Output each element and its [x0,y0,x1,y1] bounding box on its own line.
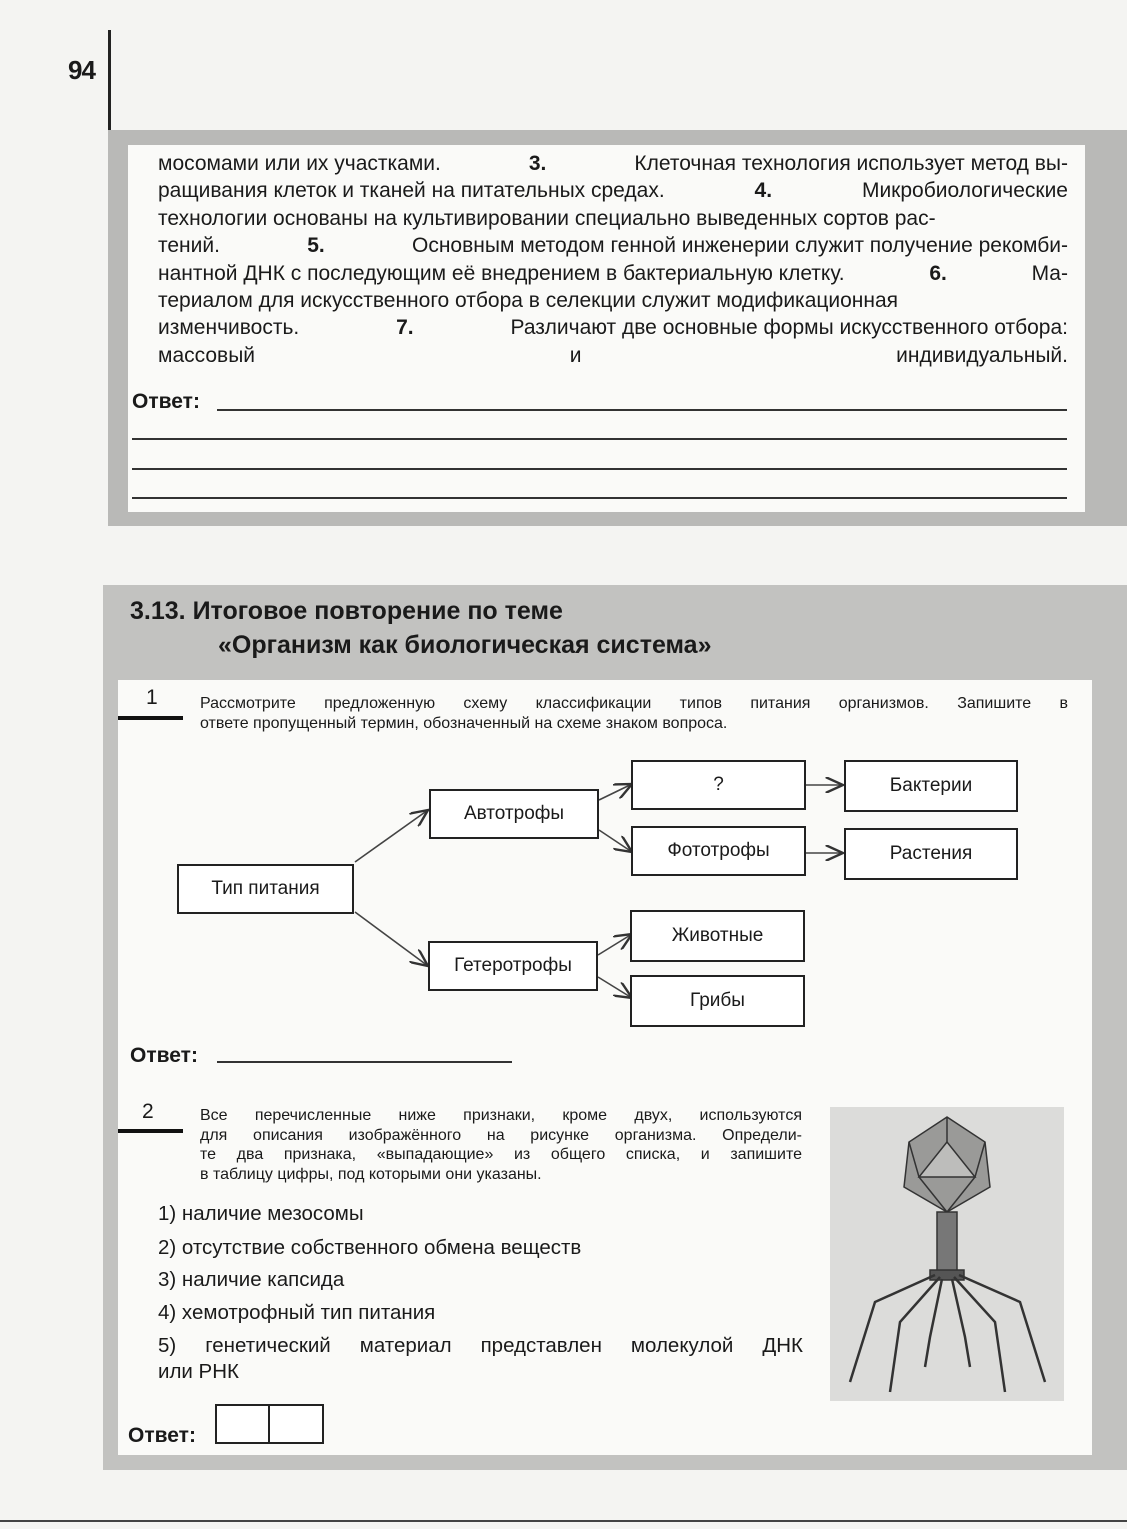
text: Ма- [1031,261,1068,285]
text: нантной ДНК с последующим её внедрением в бактериальную клетку. [158,261,845,285]
node-phototrophs: Фототрофы [631,826,806,876]
title-line: «Организм как биологическая система» [218,631,712,659]
text: Все перечисленные ниже признаки, кроме двух, используются [200,1107,802,1124]
node-unknown: ? [631,760,806,810]
statement-number: 7. [396,316,414,340]
option-4: 4) хемотрофный тип питания [158,1301,436,1324]
text: для описания изображённого на рисунке организма. Определи- [200,1126,802,1144]
answer-cell-1[interactable] [215,1404,270,1444]
text: Основным методом генной инженерии служит получение рекомби- [411,234,1068,258]
text: в таблицу цифры, под которыми они указаны. [200,1165,542,1183]
page-number: 94 [68,55,95,85]
bacteriophage-icon [830,1107,1064,1401]
question-number: 1 [146,686,158,709]
text: Рассмотрите предложенную схему классификации типов питания организмов. Запишите в [200,695,1068,712]
answer-line[interactable] [217,1061,512,1063]
bacteriophage-image [830,1107,1064,1401]
page-bottom-rule [0,1520,1127,1522]
text: Различают две основные формы искусственного отбора: [510,316,1068,340]
text: тений. [158,234,220,258]
statement-number: 5. [307,234,325,258]
question-bar [118,1129,183,1133]
title-line: Итоговое повторение по теме [192,597,563,625]
text: мосомами или их участками. [158,152,441,175]
answer-label: Ответ: [128,1424,196,1447]
statement-number: 4. [754,179,773,203]
text: териалом для искусственного отбора в селекции служит модификационная [158,289,899,313]
text: технологии основаны на культивировании специально выведенных сортов рас- [158,206,936,230]
text: Микробиологические [861,179,1068,203]
node-root: Тип питания [177,864,354,914]
node-bacteria: Бактерии [844,760,1018,812]
option-1: 1) наличие мезосомы [158,1202,364,1225]
option-5-cont: или РНК [158,1360,239,1383]
option-3: 3) наличие капсида [158,1268,345,1291]
text: ращивания клеток и тканей на питательных средах. [158,179,665,203]
question-number: 2 [142,1100,154,1123]
text: те два признака, «выпадающие» из общего списка, и запишите [200,1146,802,1163]
node-animals: Животные [630,910,805,962]
text: Клеточная технология использует метод вы- [634,152,1068,175]
text: изменчивость. [158,316,300,340]
answer-label: Ответ: [132,390,200,413]
node-heterotrophs: Гетеротрофы [428,941,598,991]
node-autotrophs: Автотрофы [429,789,599,839]
section-number: 3.13. [130,597,186,625]
answer-cell-2[interactable] [268,1404,324,1444]
statement-number: 6. [929,261,947,285]
answer-label: Ответ: [130,1044,198,1067]
text: массовый и индивидуальный. [158,343,1068,367]
statement-number: 3. [528,152,547,175]
question-text [200,1106,802,1184]
option-2: 2) отсутствие собственного обмена веществ [158,1236,582,1259]
node-fungi: Грибы [630,975,805,1027]
option-5: 5) генетический материал представлен молекулой ДНК [158,1334,803,1357]
text: ответе пропущенный термин, обозначенный на схеме знаком вопроса. [200,714,728,732]
node-plants: Растения [844,828,1018,880]
